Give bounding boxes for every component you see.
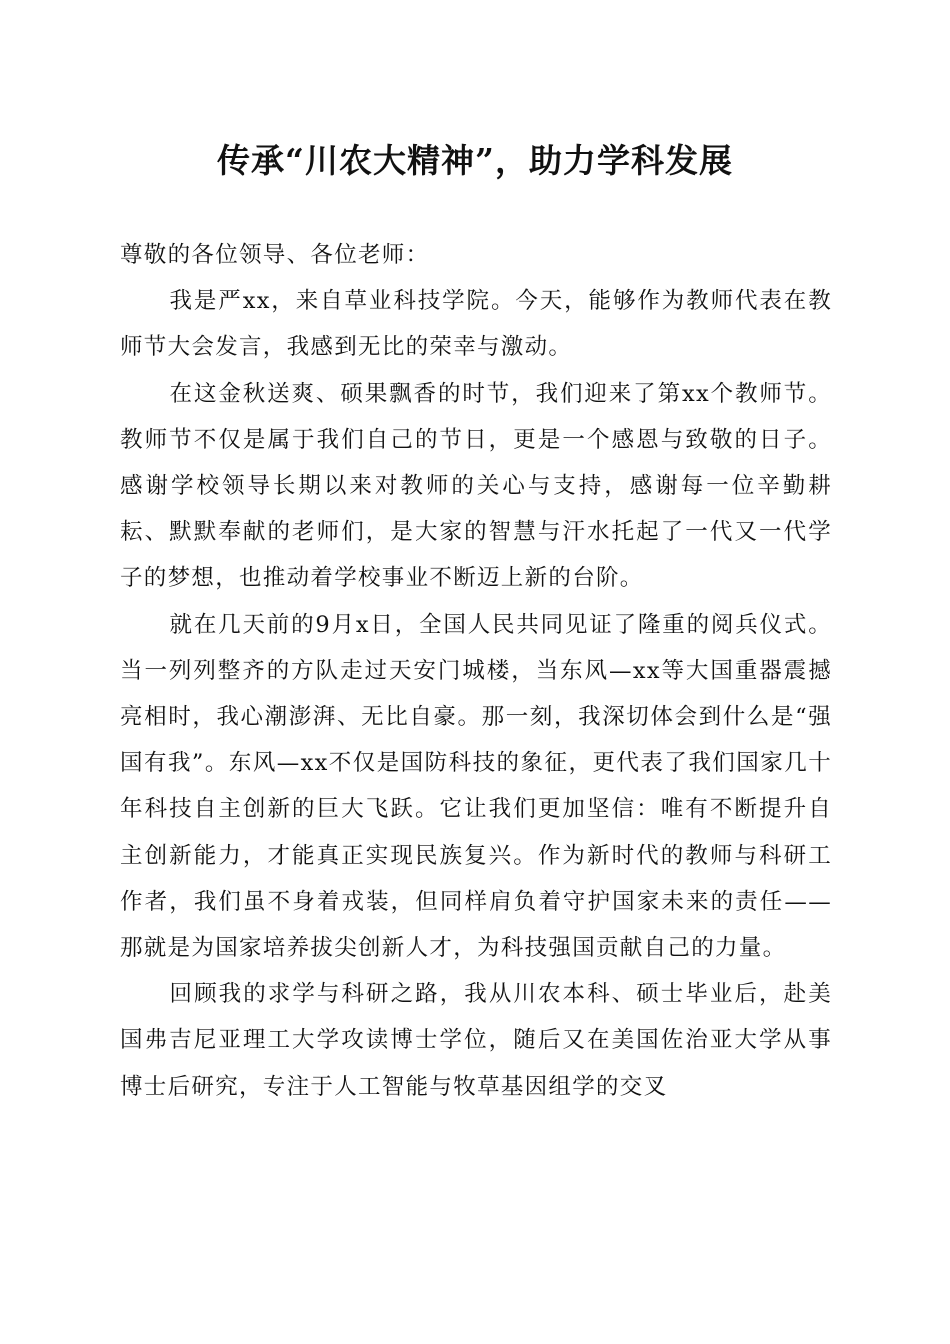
paragraph-2: 在这金秋送爽、硕果飘香的时节，我们迎来了第xx个教师节。教师节不仅是属于我们自己的节日，更是一个感恩与致敬的日子。感谢学校领导长期以来对教师的关心与支持，感谢每一位辛勤耕耘、默默奉献的老师们，是大家的智慧与汗水托起了一代又一代学子的梦想，也推动着学校事业不断迈上新的台阶。 [120,380,832,592]
paragraph-3: 就在几天前的9月x日，全国人民共同见证了隆重的阅兵仪式。当一列列整齐的方队走过天安门城楼，当东风—xx等大国重器震撼亮相时，我心潮澎湃、无比自豪。那一刻，我深切体会到什么是“强国有我”。东风—xx不仅是国防科技的象征，更代表了我们国家几十年科技自主创新的巨大飞跃。它让我们更加坚信：唯有不断提升自主创新能力，才能真正实现民族复兴。作为新时代的教师与科研工作者，我们虽不身着戎装，但同样肩负着守护国家未来的责任——那就是为国家培养拔尖创新人才，为科技强国贡献自己的力量。 [120,611,832,962]
salutation: 尊敬的各位领导、各位老师： [120,242,430,268]
paragraph-4: 回顾我的求学与科研之路，我从川农本科、硕士毕业后，赴美国弗吉尼亚理工大学攻读博士学位，随后又在美国佐治亚大学从事博士后研究，专注于人工智能与牧草基因组学的交叉 [120,981,832,1100]
document-body [120,232,832,1110]
paragraph-1: 我是严xx，来自草业科技学院。今天，能够作为教师代表在教师节大会发言，我感到无比的荣幸与激动。 [120,288,832,361]
document-title: 传承“川农大精神”，助力学科发展 [217,141,733,180]
